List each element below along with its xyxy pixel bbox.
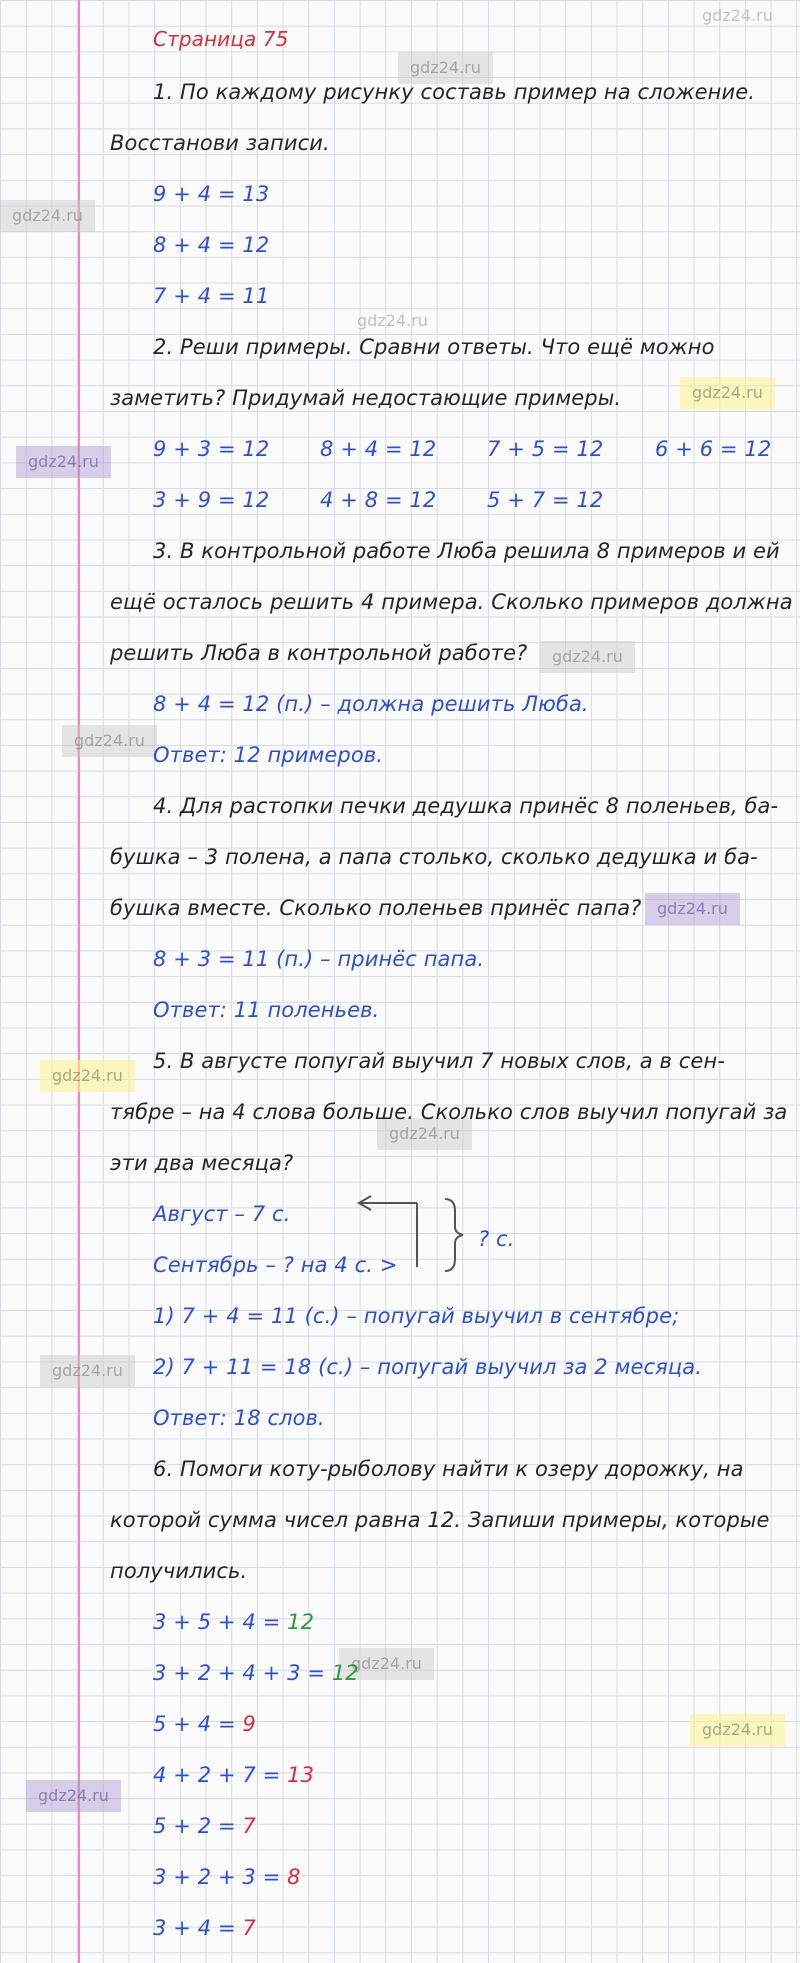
watermark: gdz24.ru — [398, 52, 493, 84]
task4-answer: Ответ: 11 поленьев. — [153, 998, 380, 1022]
task5-question: 5. В августе попугай выучил 7 новых слов, а в сен- — [153, 1049, 725, 1073]
task1-question: Восстанови записи. — [110, 131, 330, 155]
task2-example: 4 + 8 = 12 — [320, 488, 437, 512]
task1-answer: 9 + 4 = 13 — [153, 182, 270, 206]
task6-expression: 5 + 2 = — [153, 1814, 243, 1838]
watermark: gdz24.ru — [357, 311, 428, 330]
task6-path-line — [153, 1609, 314, 1635]
task2-example: 5 + 7 = 12 — [487, 488, 604, 512]
task5-august-label: Август – 7 с. — [153, 1202, 291, 1226]
task6-path-line — [153, 1660, 359, 1686]
watermark: gdz24.ru — [16, 446, 111, 478]
task2-example: 7 + 5 = 12 — [487, 437, 604, 461]
task5-total-label: ? с. — [478, 1227, 515, 1251]
task2-example: 3 + 9 = 12 — [153, 488, 270, 512]
task3-answer: Ответ: 12 примеров. — [153, 743, 384, 767]
watermark: gdz24.ru — [339, 1648, 434, 1680]
watermark: gdz24.ru — [26, 1780, 121, 1812]
task6-path-line — [153, 1762, 314, 1788]
task5-question: эти два месяца? — [110, 1151, 294, 1175]
task2-question: 2. Реши примеры. Сравни ответы. Что ещё можно — [153, 335, 715, 359]
watermark: gdz24.ru — [62, 725, 157, 757]
task4-question: бушка вместе. Сколько поленьев принёс папа? — [110, 896, 642, 920]
task6-expression: 3 + 2 + 3 = — [153, 1865, 288, 1889]
task6-result: 13 — [287, 1763, 315, 1787]
task3-question: 3. В контрольной работе Люба решила 8 примеров и ей — [153, 539, 780, 563]
task5-answer: Ответ: 18 слов. — [153, 1406, 325, 1430]
task6-expression: 4 + 2 + 7 = — [153, 1763, 288, 1787]
watermark: gdz24.ru — [690, 1714, 785, 1746]
watermark: gdz24.ru — [645, 893, 740, 925]
task2-question: заметить? Придумай недостающие примеры. — [110, 386, 622, 410]
task1-answer: 8 + 4 = 12 — [153, 233, 270, 257]
task6-path-line — [153, 1813, 256, 1839]
task6-result: 7 — [242, 1814, 256, 1838]
task1-answer: 7 + 4 = 11 — [153, 284, 270, 308]
task5-step: 1) 7 + 4 = 11 (с.) – попугай выучил в сентябре; — [153, 1304, 680, 1328]
task5-question: тябре – на 4 слова больше. Сколько слов выучил попугай за — [110, 1100, 788, 1124]
task5-september-label: Сентябрь – ? на 4 с. > — [153, 1253, 398, 1277]
task4-question: бушка – 3 полена, а папа столько, сколько дедушка и ба- — [110, 845, 758, 869]
task6-expression: 3 + 2 + 4 + 3 = — [153, 1661, 332, 1685]
task6-question: 6. Помоги коту-рыболову найти к озеру дорожку, на — [153, 1457, 744, 1481]
task2-example: 9 + 3 = 12 — [153, 437, 270, 461]
task6-expression: 3 + 5 + 4 = — [153, 1610, 288, 1634]
task6-path-line — [153, 1864, 301, 1890]
task4-question: 4. Для растопки печки дедушка принёс 8 поленьев, ба- — [153, 794, 779, 818]
watermark: gdz24.ru — [0, 200, 95, 232]
watermark: gdz24.ru — [702, 6, 773, 25]
watermark: gdz24.ru — [40, 1060, 135, 1092]
task3-question: решить Люба в контрольной работе? — [110, 641, 528, 665]
watermark: gdz24.ru — [680, 377, 775, 409]
task6-path-line — [153, 1915, 256, 1941]
watermark: gdz24.ru — [540, 641, 635, 673]
task2-example: 6 + 6 = 12 — [655, 437, 772, 461]
task5-short-note-diagram — [355, 1195, 465, 1275]
task2-example: 8 + 4 = 12 — [320, 437, 437, 461]
task5-step: 2) 7 + 11 = 18 (с.) – попугай выучил за 2 месяца. — [153, 1355, 702, 1379]
task6-result: 9 — [242, 1712, 256, 1736]
task1-question: 1. По каждому рисунку составь пример на сложение. — [153, 80, 756, 104]
page-title: Страница 75 — [153, 27, 289, 51]
task6-expression: 5 + 4 = — [153, 1712, 243, 1736]
task6-result: 12 — [331, 1661, 359, 1685]
task6-result: 7 — [242, 1916, 256, 1940]
task4-solution: 8 + 3 = 11 (п.) – принёс папа. — [153, 947, 485, 971]
curly-brace-icon — [445, 1199, 463, 1271]
task3-solution: 8 + 4 = 12 (п.) – должна решить Люба. — [153, 692, 589, 716]
task3-question: ещё осталось решить 4 примера. Сколько примеров должна — [110, 590, 793, 614]
task6-question: получились. — [110, 1559, 248, 1583]
task6-question: которой сумма чисел равна 12. Запиши примеры, которые — [110, 1508, 770, 1532]
task6-path-line — [153, 1711, 256, 1737]
task6-result: 12 — [287, 1610, 315, 1634]
watermark: gdz24.ru — [377, 1118, 472, 1150]
watermark: gdz24.ru — [40, 1355, 135, 1387]
task6-expression: 3 + 4 = — [153, 1916, 243, 1940]
task6-result: 8 — [287, 1865, 301, 1889]
